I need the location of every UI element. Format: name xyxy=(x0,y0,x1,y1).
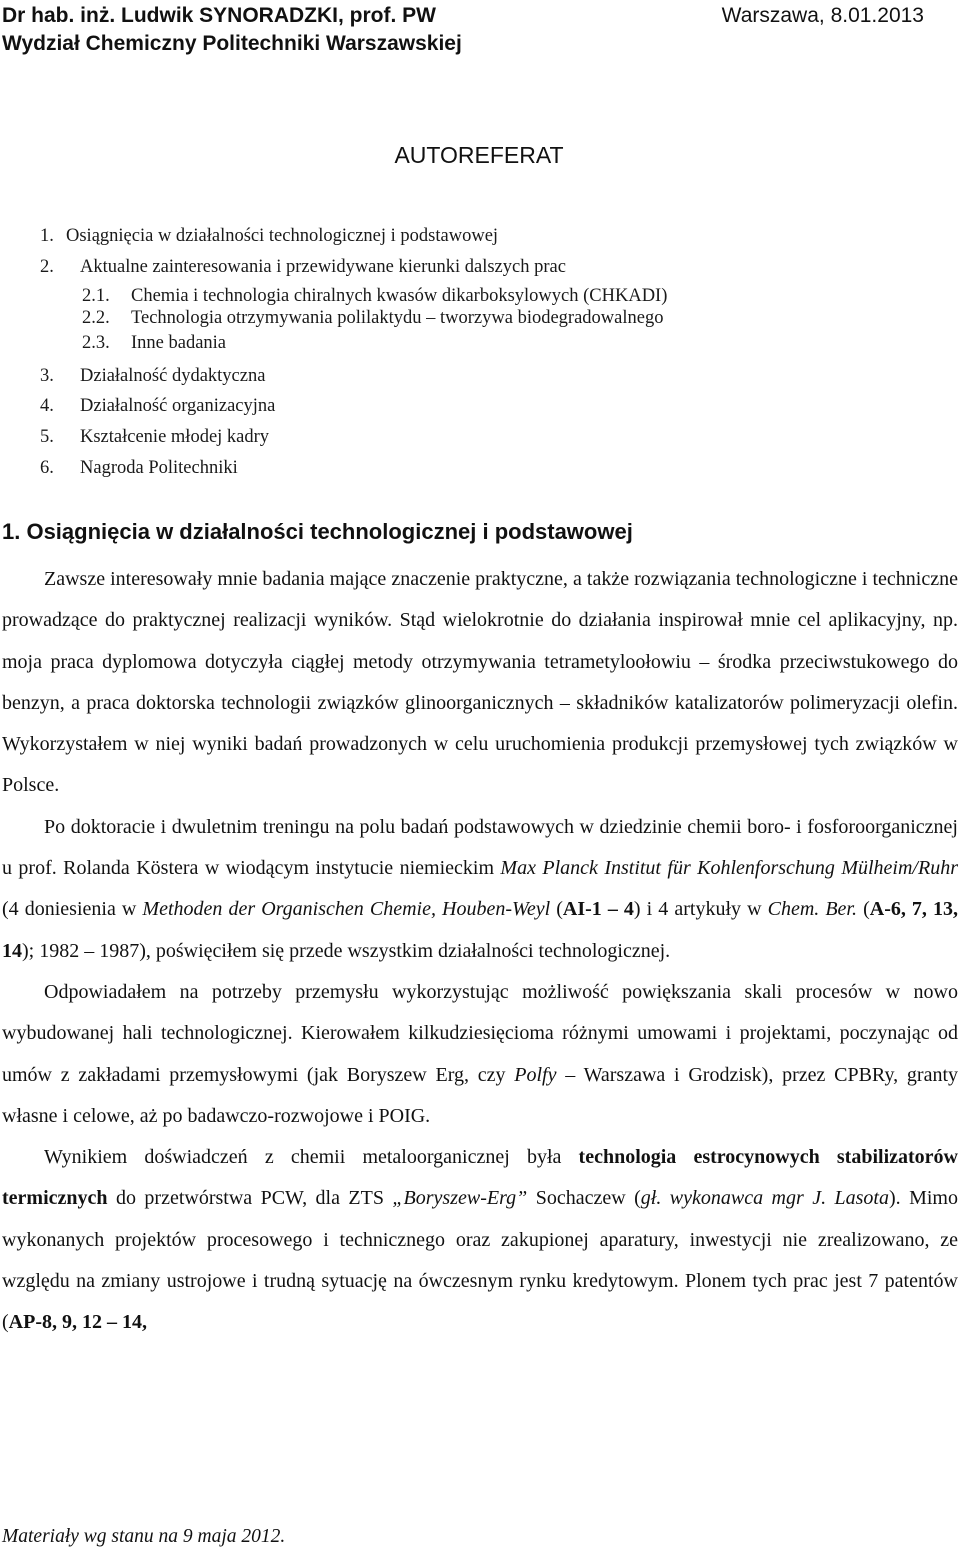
toc-item: 6. Nagroda Politechniki xyxy=(40,458,238,478)
author-block xyxy=(2,2,462,58)
document-title: AUTOREFERAT xyxy=(394,142,564,168)
author-name: Dr hab. inż. Ludwik SYNORADZKI, prof. PW xyxy=(2,4,436,27)
toc-item: 5. Kształcenie młodej kadry xyxy=(40,427,270,447)
toc-item: 4. Działalność organizacyjna xyxy=(40,396,276,416)
place-date: Warszawa, 8.01.2013 xyxy=(721,4,924,27)
paragraph: Odpowiadałem na potrzeby przemysłu wykorzystując możliwość powiększania skali procesów w nowo wybudowanej hali technologicznej. Kierowałem kilkudziesięcioma różnymi umowami i projektami, poczynając od umów z zakładami przemysłowymi (jak Boryszew Erg, czy Polfy – Warszawa i Grodzisk), przez CPBRy, granty własne i celowe, aż po badawczo-rozwojowe i POIG. xyxy=(2,980,959,1127)
toc-item: 3. Działalność dydaktyczna xyxy=(40,366,266,386)
section-heading: 1. Osiągnięcia w działalności technologicznej i podstawowej xyxy=(2,519,633,544)
department-name: Wydział Chemiczny Politechniki Warszawskiej xyxy=(2,32,462,55)
paragraph: Po doktoracie i dwuletnim treningu na polu badań podstawowych w dziedzinie chemii boro- i fosforoorganicznej u prof. Rolanda Köstera w wiodącym instytucie niemieckim Max Planck Institut für Kohlenforschung Mülheim/Ruhr (4 doniesienia w Methoden der Organischen Chemie, Houben-Weyl (AI-1 – 4) i 4 artykuły w Chem. Ber. (A-6, 7, 13, 14); 1982 – 1987), poświęciłem się przede wszystkim działalności technologicznej. xyxy=(2,815,959,962)
section-body xyxy=(2,559,958,1344)
toc-item: 2. Aktualne zainteresowania i przewidywane kierunki dalszych prac xyxy=(40,257,566,277)
toc-item: 2.2. Technologia otrzymywania polilaktydu – tworzywa biodegradowalnego xyxy=(82,308,664,328)
footer-note: Materiały wg stanu na 9 maja 2012. xyxy=(2,1526,286,1547)
toc-item: 2.3. Inne badania xyxy=(82,333,227,353)
paragraph: Zawsze interesowały mnie badania mające znaczenie praktyczne, a także rozwiązania technologiczne i techniczne prowadzące do praktycznej realizacji wyników. Stąd wielokrotnie do działania inspirował mnie cel aplikacyjny, np. moja praca dyplomowa dotyczyła ciągłej metody otrzymywania tetrametyloołowiu – środka przeciwstukowego do benzyn, a praca doktorska technologii związków glinoorganicznych – składników katalizatorów polimeryzacji olefin. Wykorzystałem w niej wyniki badań prowadzonych w celu uruchomienia produkcji przemysłowej tych związków w Polsce. xyxy=(2,568,958,797)
toc-item: 2.1. Chemia i technologia chiralnych kwasów dikarboksylowych (CHKADI) xyxy=(82,286,668,306)
toc-item: 1. Osiągnięcia w działalności technologicznej i podstawowej xyxy=(40,226,499,246)
paragraph: Wynikiem doświadczeń z chemii metaloorganicznej była technologia estrocynowych stabilizatorów termicznych do przetwórstwa PCW, dla ZTS „Boryszew-Erg” Sochaczew (gł. wykonawca mgr J. Lasota). Mimo wykonanych projektów procesowego i technicznego oraz zakupionej aparatury, inwestycji nie zrealizowano, ze względu na zmiany ustrojowe i trudną sytuację na ówczesnym rynku kredytowym. Plonem tych prac jest 7 patentów (AP-8, 9, 12 – 14, xyxy=(2,1146,958,1334)
